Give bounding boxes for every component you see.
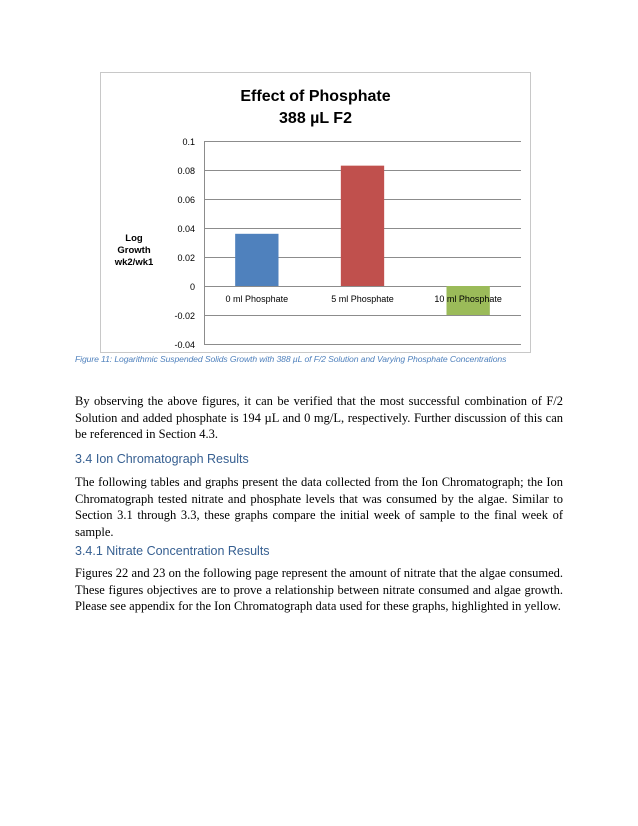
bar: [341, 166, 384, 286]
section-heading-ion-chromatograph: 3.4 Ion Chromatograph Results: [75, 452, 249, 466]
subsection-heading-nitrate: 3.4.1 Nitrate Concentration Results: [75, 544, 270, 558]
x-category-label: 0 ml Phosphate: [225, 294, 289, 304]
y-tick-label: 0.06: [177, 195, 195, 205]
y-tick-label: 0.08: [177, 166, 195, 176]
paragraph-conclusion: By observing the above figures, it can be verified that the most successful combination of F/2 Solution and added phosphate is 194 µL and 0 mg/L, respectively. Further discussion of this can be referenced in Section 4.3.: [75, 394, 563, 441]
x-category-label: 5 ml Phosphate: [331, 294, 394, 304]
x-category-label: 10 ml Phosphate: [434, 294, 502, 304]
paragraph-nitrate: Figures 22 and 23 on the following page represent the amount of nitrate that the algae consumed. These figures objectives are to prove a relationship between nitrate consumed and algae growth. Please see appendix for the Ion Chromatograph data used for these graphs, highlighted in yellow.: [75, 566, 563, 613]
y-tick-label: -0.02: [174, 311, 195, 321]
y-tick-label: -0.04: [174, 340, 195, 350]
y-tick-label: 0.1: [182, 137, 195, 147]
bar: [235, 234, 278, 286]
chart-subtitle: 388 µL F2: [279, 110, 352, 127]
y-tick-label: 0.02: [177, 253, 195, 263]
paragraph-ion-chromatograph: The following tables and graphs present the data collected from the Ion Chromatograph; the Ion Chromatograph tested nitrate and phosphate levels that was consumed by the algae. Similar to Section 3.1 through 3.3, these graphs compare the initial week of sample to the final week of sample.: [75, 475, 563, 539]
figure-caption: Figure 11: Logarithmic Suspended Solids Growth with 388 µL of F/2 Solution and Varying Phosphate Concentrations: [75, 354, 507, 364]
y-axis-label-line1: Log Growth: [117, 233, 151, 256]
chart-title: Effect of Phosphate: [240, 88, 391, 105]
y-tick-label: 0: [189, 282, 195, 292]
bar-chart: [0, 0, 638, 360]
y-axis-label-line2: wk2/wk1: [114, 257, 154, 268]
y-tick-label: 0.04: [177, 224, 195, 234]
